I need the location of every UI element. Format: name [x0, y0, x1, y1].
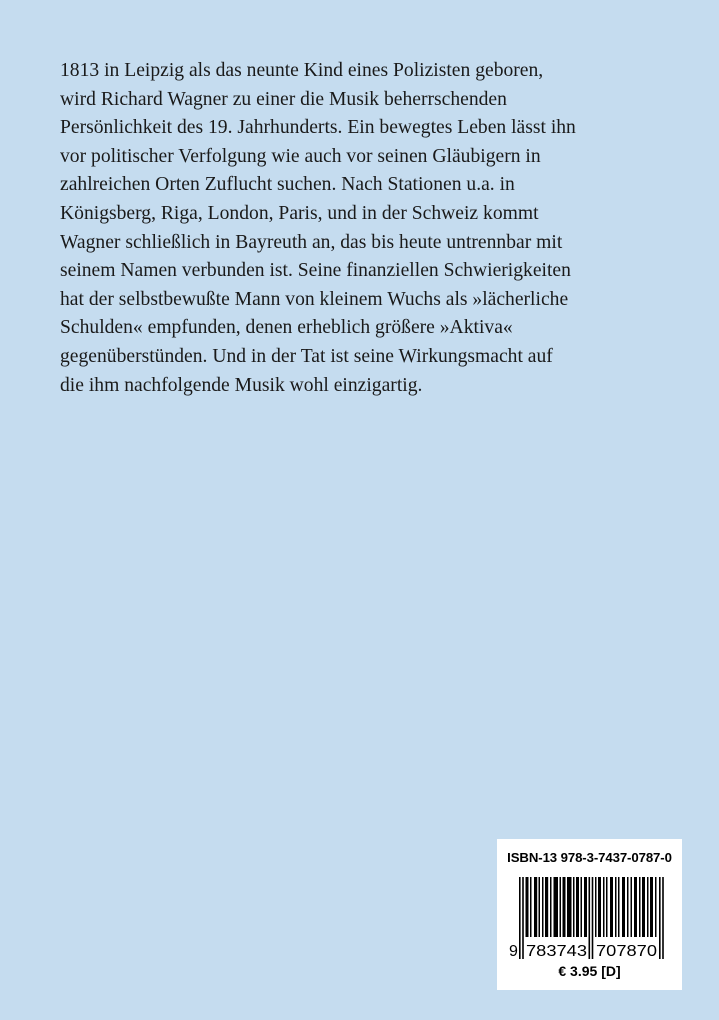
- blurb-line: seinem Namen verbunden ist. Seine finanziellen Schwierigkeiten: [60, 260, 571, 282]
- blurb-line: Schulden« empfunden, denen erheblich größere »Aktiva«: [60, 317, 513, 339]
- blurb-line: vor politischer Verfolgung wie auch vor seinen Gläubigern in: [60, 145, 541, 167]
- svg-text:9: 9: [509, 943, 518, 959]
- isbn-barcode-box: [497, 839, 682, 990]
- blurb-line: zahlreichen Orten Zuflucht suchen. Nach Stationen u.a. in: [60, 174, 515, 196]
- blurb-line: wird Richard Wagner zu einer die Musik beherrschenden: [60, 88, 507, 110]
- back-cover-blurb: [60, 57, 680, 400]
- blurb-line: Königsberg, Riga, London, Paris, und in der Schweiz kommt: [60, 202, 539, 224]
- price-label: € 3.95 [D]: [558, 963, 621, 979]
- barcode-icon: [509, 877, 674, 959]
- svg-text:707870: 707870: [596, 943, 658, 959]
- svg-text:783743: 783743: [526, 943, 588, 959]
- blurb-line: gegenüberstünden. Und in der Tat ist seine Wirkungsmacht auf: [60, 345, 553, 367]
- blurb-line: hat der selbstbewußte Mann von kleinem Wuchs als »lächerliche: [60, 288, 569, 310]
- blurb-line: Wagner schließlich in Bayreuth an, das bis heute untrennbar mit: [60, 231, 563, 253]
- blurb-line: 1813 in Leipzig als das neunte Kind eines Polizisten geboren,: [60, 60, 544, 81]
- blurb-line: Persönlichkeit des 19. Jahrhunderts. Ein bewegtes Leben lässt ihn: [60, 117, 576, 139]
- blurb-line: die ihm nachfolgende Musik wohl einzigartig.: [60, 374, 423, 396]
- isbn-label: ISBN-13 978-3-7437-0787-0: [507, 850, 672, 865]
